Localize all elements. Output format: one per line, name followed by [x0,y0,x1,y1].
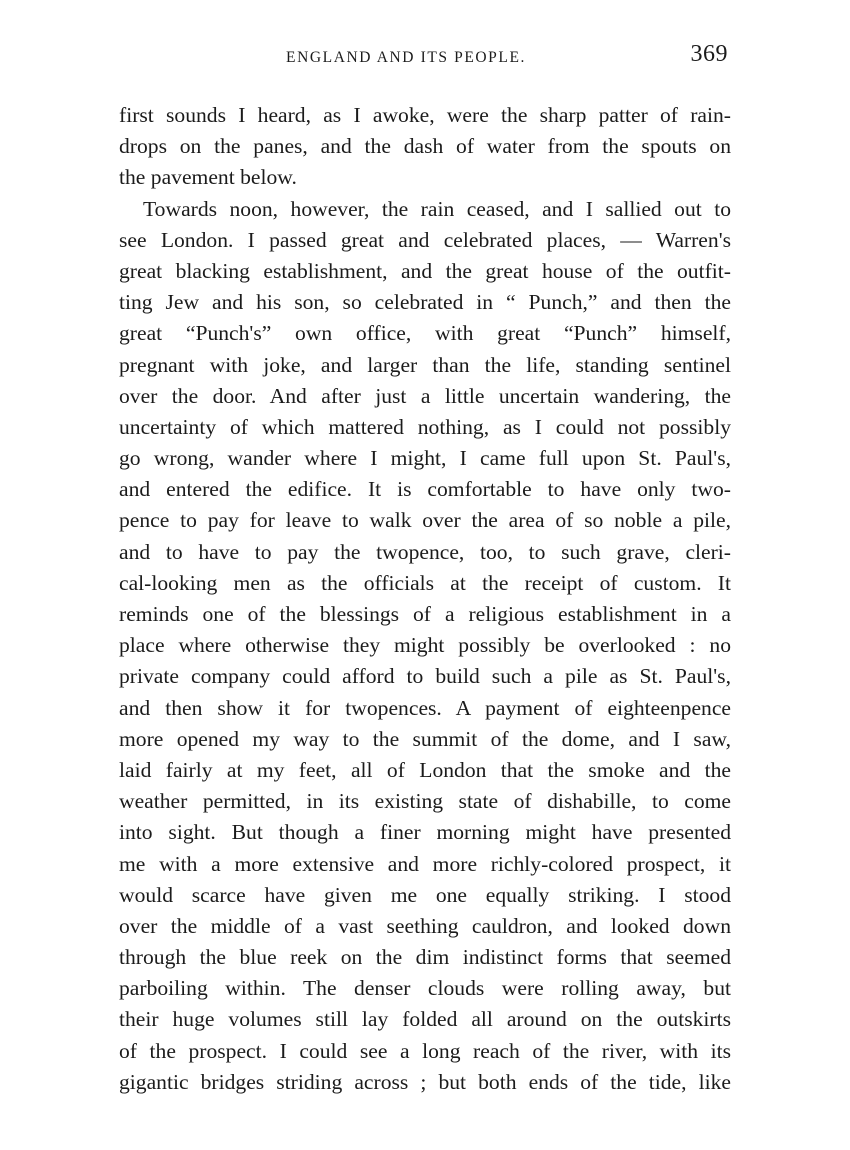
text-line: go wrong, wander where I might, I came full upon St. Paul's, [119,446,731,471]
text-line: weather permitted, in its existing state of dishabille, to come [119,789,731,814]
text-line: cal-looking men as the officials at the receipt of custom. It [119,570,731,595]
running-head: ENGLAND AND ITS PEOPLE. [286,49,527,66]
text-line: over the door. And after just a little uncertain wandering, the [119,383,731,408]
text-line: would scarce have given me one equally striking. I stood [119,882,731,907]
text-line: gigantic bridges striding across ; but both ends of the tide, like [119,1069,731,1094]
text-line: into sight. But though a finer morning might have presented [119,820,731,845]
text-line: of the prospect. I could see a long reach of the river, with its [119,1038,731,1063]
text-line: first sounds I heard, as I awoke, were the sharp patter of rain- [119,103,731,127]
text-line: reminds one of the blessings of a religious establishment in a [119,602,731,626]
text-line: parboiling within. The denser clouds were rolling away, but [119,976,731,1001]
text-line: drops on the panes, and the dash of water from the spouts on [119,134,731,159]
text-line: and to have to pay the twopence, too, to such grave, cleri- [119,539,731,564]
text-line: me with a more extensive and more richly-colored prospect, it [119,851,731,876]
text-line: ting Jew and his son, so celebrated in “ Punch,” and then the [119,290,731,315]
page-number: 369 [690,41,728,67]
text-line: uncertainty of which mattered nothing, as I could not possibly [119,414,731,439]
paragraph-1 [119,100,731,194]
text-line: pregnant with joke, and larger than the life, standing sentinel [119,352,731,377]
text-line: great blacking establishment, and the great house of the outfit- [119,258,731,283]
text-line: over the middle of a vast seething cauldron, and looked down [119,913,731,938]
text-line: private company could afford to build such a pile as St. Paul's, [119,664,731,689]
page-header [118,38,732,74]
text-line: Towards noon, however, the rain ceased, and I sallied out to [143,196,731,221]
text-line: their huge volumes still lay folded all around on the outskirts [119,1007,731,1032]
text-line: and then show it for twopences. A payment of eighteenpence [119,695,731,720]
text-line: see London. I passed great and celebrated places, — Warren's [119,227,731,252]
text-line: the pavement below. [119,165,297,190]
text-line: laid fairly at my feet, all of London that the smoke and the [119,757,731,782]
text-line: place where otherwise they might possibly be overlooked : no [119,633,731,658]
text-line: more opened my way to the summit of the dome, and I saw, [119,726,731,751]
body-text [119,100,731,1129]
paragraph-2 [119,194,731,1130]
text-line: great “Punch's” own office, with great “Punch” himself, [119,321,731,346]
text-line [119,1098,731,1129]
text-line: pence to pay for leave to walk over the area of so noble a pile, [119,508,731,533]
text-line: through the blue reek on the dim indistinct forms that seemed [119,945,731,970]
text-line: and entered the edifice. It is comfortable to have only two- [119,477,731,502]
